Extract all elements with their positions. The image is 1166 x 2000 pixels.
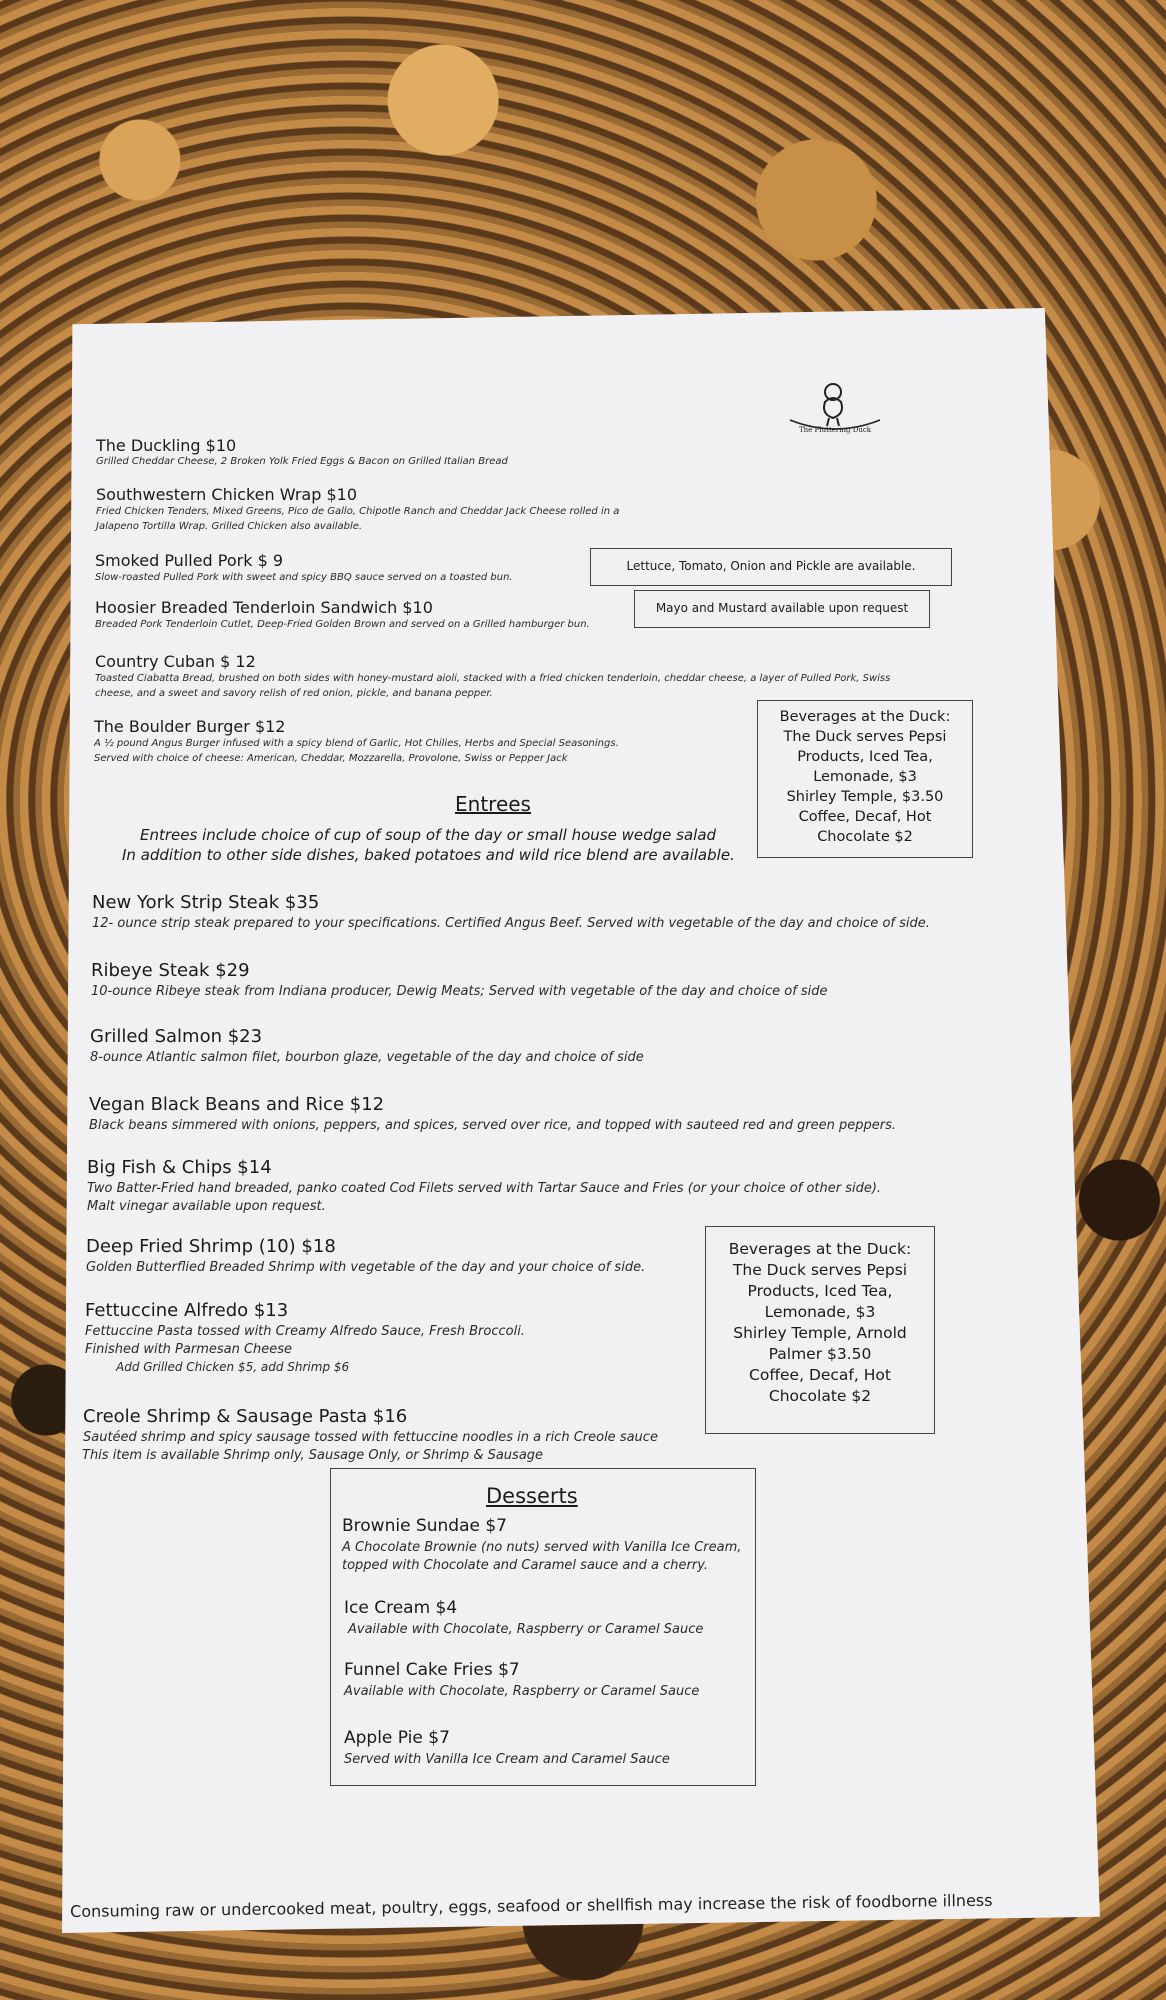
menu-item-name: Grilled Salmon $23 xyxy=(90,1026,263,1047)
menu-item-name: Ice Cream $4 xyxy=(344,1598,458,1618)
beverages-line: Lemonade, $3 xyxy=(764,1303,876,1321)
beverages-box-top xyxy=(757,700,973,858)
beverages-line: Palmer $3.50 xyxy=(768,1345,872,1363)
beverages-line: Shirley Temple, Arnold xyxy=(733,1324,907,1342)
condiments-note: Mayo and Mustard available upon request xyxy=(634,590,930,628)
beverages-line: Products, Iced Tea, xyxy=(747,1282,893,1300)
menu-item-name: Funnel Cake Fries $7 xyxy=(344,1660,520,1680)
menu-item-desc: Jalapeno Tortilla Wrap. Grilled Chicken also available. xyxy=(96,521,363,532)
menu-item-desc: topped with Chocolate and Caramel sauce and a cherry. xyxy=(342,1558,709,1573)
menu-item-desc: Available with Chocolate, Raspberry or Caramel Sauce xyxy=(348,1622,704,1637)
beverages-line: Coffee, Decaf, Hot xyxy=(798,809,932,825)
beverages-line: Chocolate $2 xyxy=(817,829,913,845)
menu-item-desc: Fettuccine Pasta tossed with Creamy Alfredo Sauce, Fresh Broccoli. xyxy=(85,1324,525,1339)
menu-item-desc: Slow-roasted Pulled Pork with sweet and spicy BBQ sauce served on a toasted bun. xyxy=(95,572,513,583)
menu-item-name: Smoked Pulled Pork $ 9 xyxy=(95,551,284,570)
svg-text:The Fluttering Duck: The Fluttering Duck xyxy=(799,426,871,434)
menu-item-desc: A Chocolate Brownie (no nuts) served with Vanilla Ice Cream, xyxy=(342,1540,742,1555)
menu-item-desc: Fried Chicken Tenders, Mixed Greens, Pico de Gallo, Chipotle Ranch and Cheddar Jack Cheese rolled in a xyxy=(96,506,620,517)
menu-item-desc: 8-ounce Atlantic salmon filet, bourbon glaze, vegetable of the day and choice of side xyxy=(90,1050,644,1065)
menu-item-name: Creole Shrimp & Sausage Pasta $16 xyxy=(83,1406,408,1427)
menu-item-name: Apple Pie $7 xyxy=(344,1728,450,1748)
menu-item-desc: Black beans simmered with onions, peppers, and spices, served over rice, and topped with sauteed red and green peppers. xyxy=(89,1118,897,1133)
entrees-heading: Entrees xyxy=(455,792,531,816)
menu-item-desc: Served with choice of cheese: American, Cheddar, Mozzarella, Provolone, Swiss or Pepper Jack xyxy=(94,753,568,764)
menu-item-desc: Golden Butterflied Breaded Shrimp with vegetable of the day and your choice of side. xyxy=(86,1260,646,1275)
beverages-line: Beverages at the Duck: xyxy=(728,1240,912,1258)
menu-item-name: Fettuccine Alfredo $13 xyxy=(85,1300,289,1321)
menu-item-name: New York Strip Steak $35 xyxy=(92,892,320,913)
duck-logo-icon xyxy=(785,380,885,440)
entrees-intro: Entrees include choice of cup of soup of the day or small house wedge salad xyxy=(140,826,717,844)
menu-item-desc: Grilled Cheddar Cheese, 2 Broken Yolk Fried Eggs & Bacon on Grilled Italian Bread xyxy=(96,456,508,467)
menu-item-name: Vegan Black Beans and Rice $12 xyxy=(89,1094,385,1115)
menu-item-desc: Sautéed shrimp and spicy sausage tossed with fettuccine noodles in a rich Creole sauce xyxy=(83,1430,658,1445)
menu-item-desc: Two Batter-Fried hand breaded, panko coated Cod Filets served with Tartar Sauce and Fries (or your choice of other side). xyxy=(87,1181,882,1196)
toppings-note: Lettuce, Tomato, Onion and Pickle are available. xyxy=(590,548,952,586)
menu-item-name: Country Cuban $ 12 xyxy=(95,652,256,671)
beverages-line: Chocolate $2 xyxy=(768,1387,872,1405)
menu-item-desc: Served with Vanilla Ice Cream and Caramel Sauce xyxy=(344,1752,670,1767)
menu-item-desc: cheese, and a sweet and savory relish of red onion, pickle, and banana pepper. xyxy=(95,688,493,699)
menu-item-name: Brownie Sundae $7 xyxy=(342,1516,507,1536)
menu-item-desc: This item is available Shrimp only, Sausage Only, or Shrimp & Sausage xyxy=(82,1448,544,1463)
beverages-line: The Duck serves Pepsi xyxy=(732,1261,908,1279)
food-safety-disclaimer: Consuming raw or undercooked meat, poultry, eggs, seafood or shellfish may increase the risk of foodborne illness xyxy=(70,1890,993,1921)
menu-item-name: Deep Fried Shrimp (10) $18 xyxy=(86,1236,336,1257)
desserts-heading: Desserts xyxy=(486,1484,578,1508)
menu-item-name: The Duckling $10 xyxy=(96,436,237,455)
menu-item-desc: Malt vinegar available upon request. xyxy=(87,1199,326,1214)
menu-item-desc: Breaded Pork Tenderloin Cutlet, Deep-Fried Golden Brown and served on a Grilled hamburger bun. xyxy=(95,619,590,630)
menu-item-name: Hoosier Breaded Tenderloin Sandwich $10 xyxy=(95,598,433,617)
menu-item-name: Southwestern Chicken Wrap $10 xyxy=(96,485,357,504)
menu-item-desc: Finished with Parmesan Cheese xyxy=(85,1342,293,1357)
beverages-line: Products, Iced Tea, xyxy=(797,749,933,765)
menu-item-name: Ribeye Steak $29 xyxy=(91,960,250,981)
entrees-intro: In addition to other side dishes, baked potatoes and wild rice blend are available. xyxy=(122,846,735,864)
beverages-line: Lemonade, $3 xyxy=(813,769,917,785)
beverages-line: Coffee, Decaf, Hot xyxy=(749,1366,891,1384)
beverages-box-mid xyxy=(705,1226,935,1434)
menu-item-name: Big Fish & Chips $14 xyxy=(87,1157,272,1178)
beverages-line: The Duck serves Pepsi xyxy=(783,729,947,745)
menu-item-desc: Available with Chocolate, Raspberry or Caramel Sauce xyxy=(344,1684,700,1699)
menu-item-desc: Add Grilled Chicken $5, add Shrimp $6 xyxy=(116,1360,350,1374)
menu-item-desc: 12- ounce strip steak prepared to your specifications. Certified Angus Beef. Served with vegetable of the day and choice of side. xyxy=(92,916,930,931)
menu-item-desc: 10-ounce Ribeye steak from Indiana producer, Dewig Meats; Served with vegetable of the day and choice of side xyxy=(91,984,828,999)
beverages-line: Shirley Temple, $3.50 xyxy=(786,789,944,805)
menu-item-desc: Toasted Ciabatta Bread, brushed on both sides with honey-mustard aioli, stacked with a fried chicken tenderloin, cheddar cheese, a layer of Pulled Pork, Swiss xyxy=(95,673,891,684)
beverages-line: Beverages at the Duck: xyxy=(779,709,951,725)
menu-item-desc: A ½ pound Angus Burger infused with a spicy blend of Garlic, Hot Chilies, Herbs and Special Seasonings. xyxy=(94,738,619,749)
menu-item-name: The Boulder Burger $12 xyxy=(94,717,286,736)
